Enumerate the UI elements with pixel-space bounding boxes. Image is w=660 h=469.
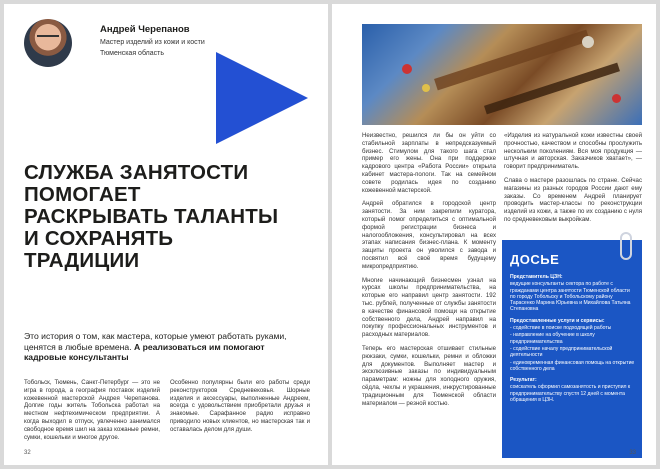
quote-paragraph: «Изделия из натуральной кожи известны своей прочностью, качеством и способны прослужить нескольким поколениям. Вся моя продукция — штучная и авторская. Заказчиков хватает», — говорит предприниматель. <box>504 132 642 171</box>
paragraph: Андрей обратился в городской центр занятости. За ним закрепили куратора, который помог определиться с оптимальной формой регистрации бизнеса и налогообложения, консультировал на всех этапах написания бизнес-плана. К моменту защиты проекта он уволился с завода и посвятил всё своё время будущему микропредприятию. <box>362 200 496 270</box>
dossier-box <box>502 240 642 458</box>
author-name: Андрей Черепанов <box>100 24 190 35</box>
photo-bead <box>402 64 412 74</box>
headline-line: ПОМОГАЕТ <box>24 183 141 206</box>
decorative-play-triangle-icon <box>216 52 308 144</box>
paragraph: Многие начинающий бизнесмен узнал на курсах школы предпринимательства, на которые его направил центр занятости. 192 тыс. рублей, полученные от службы занятости в качестве финансовой помощи на открытие собственного дела, Андрей направил на покупку профессиональных инструментов и расходных материалов. <box>362 276 496 339</box>
dossier-label: Предоставленные услуги и сервисы: <box>510 317 605 324</box>
dossier-label: Представитель ЦЗН: <box>510 274 563 280</box>
glasses-icon <box>37 35 59 41</box>
dossier-item: - содействие началу предпринимательской деятельности <box>510 345 613 359</box>
dossier-body <box>510 274 636 403</box>
dossier-item: - направление на обучение в школу предпринимательства <box>510 332 595 345</box>
dossier-text: соискатель оформил самозанятость и приступил к предпринимательству спустя 12 дней с момента обращения в ЦЗН. <box>510 384 631 404</box>
author-role: Мастер изделий из кожи и кости <box>100 39 205 46</box>
photo-bead <box>612 94 621 103</box>
dossier-text: ведущие консультанты сектора по работе с гражданами центра занятости Тюменской области по городу Тобольску и Тобольскому району Тарасенко Марина Юрьевна и Михайлова Татьяна Степановна <box>510 281 631 313</box>
headline-line: РАСКРЫВАТЬ ТАЛАНТЫ <box>24 205 279 228</box>
photo-bead <box>582 36 594 48</box>
dossier-item: - содействие в поиске подходящей работы <box>510 325 612 332</box>
paragraph: Теперь его мастерская отшивает стильные рюкзаки, сумки, кошельки, ремни и обложки для документов. Выполняет мастер и эксклюзивные заказы по индивидуальным параметрам: ножны для холодного оружия, сёдла, чехлы и украшения, инкрустированные традиционным для Тюменской области материалом — резной костью. <box>362 344 496 407</box>
page-number-right: 33 <box>629 450 636 456</box>
headline-line: ТРАДИЦИИ <box>24 249 140 272</box>
paragraph: Неизвестно, решился ли бы он уйти со стабильной зарплаты в непредсказуемый бизнес. Стимулом для такого шага стал пример его жены. Она при поддержке кадрового центра «Работа России» открыла кабинет мастера-пологи. Так на семейном совете родилась идея по созданию кожевенной мастерской. <box>362 132 496 194</box>
dossier-label: Результат: <box>510 377 537 384</box>
photo-strap <box>484 63 620 115</box>
magazine-spread <box>4 4 656 465</box>
right-column-2 <box>504 132 642 224</box>
article-lead <box>24 331 306 363</box>
headline-line: СЛУЖБА ЗАНЯТОСТИ <box>24 161 249 184</box>
dossier-item: - единовременная финансовая помощь на открытие собственного дела <box>510 359 635 372</box>
photo-bead <box>422 84 430 92</box>
left-column-1: Тобольск, Тюмень, Санкт-Петербург — это не игра в города, а география поставок изделий кожевенной мастерской Андрея Черепанова. Долгие годы житель Тобольска работал на местном нефтехимическом предприятии. А когда выходил в отпуск, увлеченно занимался свободное время шил на заказ кожаные ремни, сумки, кошельки и многое другое. <box>24 379 160 441</box>
lead-text: Это история о том, как мастера, которые умеют работать руками, ценятся в любые времена. <box>24 331 287 352</box>
left-page <box>4 4 328 465</box>
article-headline <box>24 162 314 272</box>
dossier-title: ДОСЬЕ <box>510 252 560 267</box>
leather-workshop-photo <box>362 24 642 125</box>
author-avatar <box>24 19 72 67</box>
page-number-left: 32 <box>24 450 31 456</box>
lead-highlight: А реализоваться им помогают кадровые консультанты <box>24 341 265 362</box>
headline-line: И СОХРАНЯТЬ <box>24 227 174 250</box>
paperclip-icon <box>620 232 632 260</box>
paragraph: Слава о мастере разошлась по стране. Сейчас магазины из разных городов России дают ему заказы. Со временем Андрей планирует проводить мастер-классы по реконструкции изделий из кожи, а также по их созданию с нуля по средневековым выкройкам. <box>504 176 642 223</box>
left-column-2: Особенно популярны были его работы среди реконструкторов Средневековья. Шорные изделия и аксессуары, выполненные Андреем, всегда с удовольствием приобретали друзья и знакомые. Сарафанное радио исправно приводило новых клиентов, но мастерская так и оставалась делом для души. <box>170 379 310 433</box>
right-page <box>332 4 656 465</box>
author-region: Тюменская область <box>100 50 164 57</box>
right-column-1 <box>362 132 496 407</box>
